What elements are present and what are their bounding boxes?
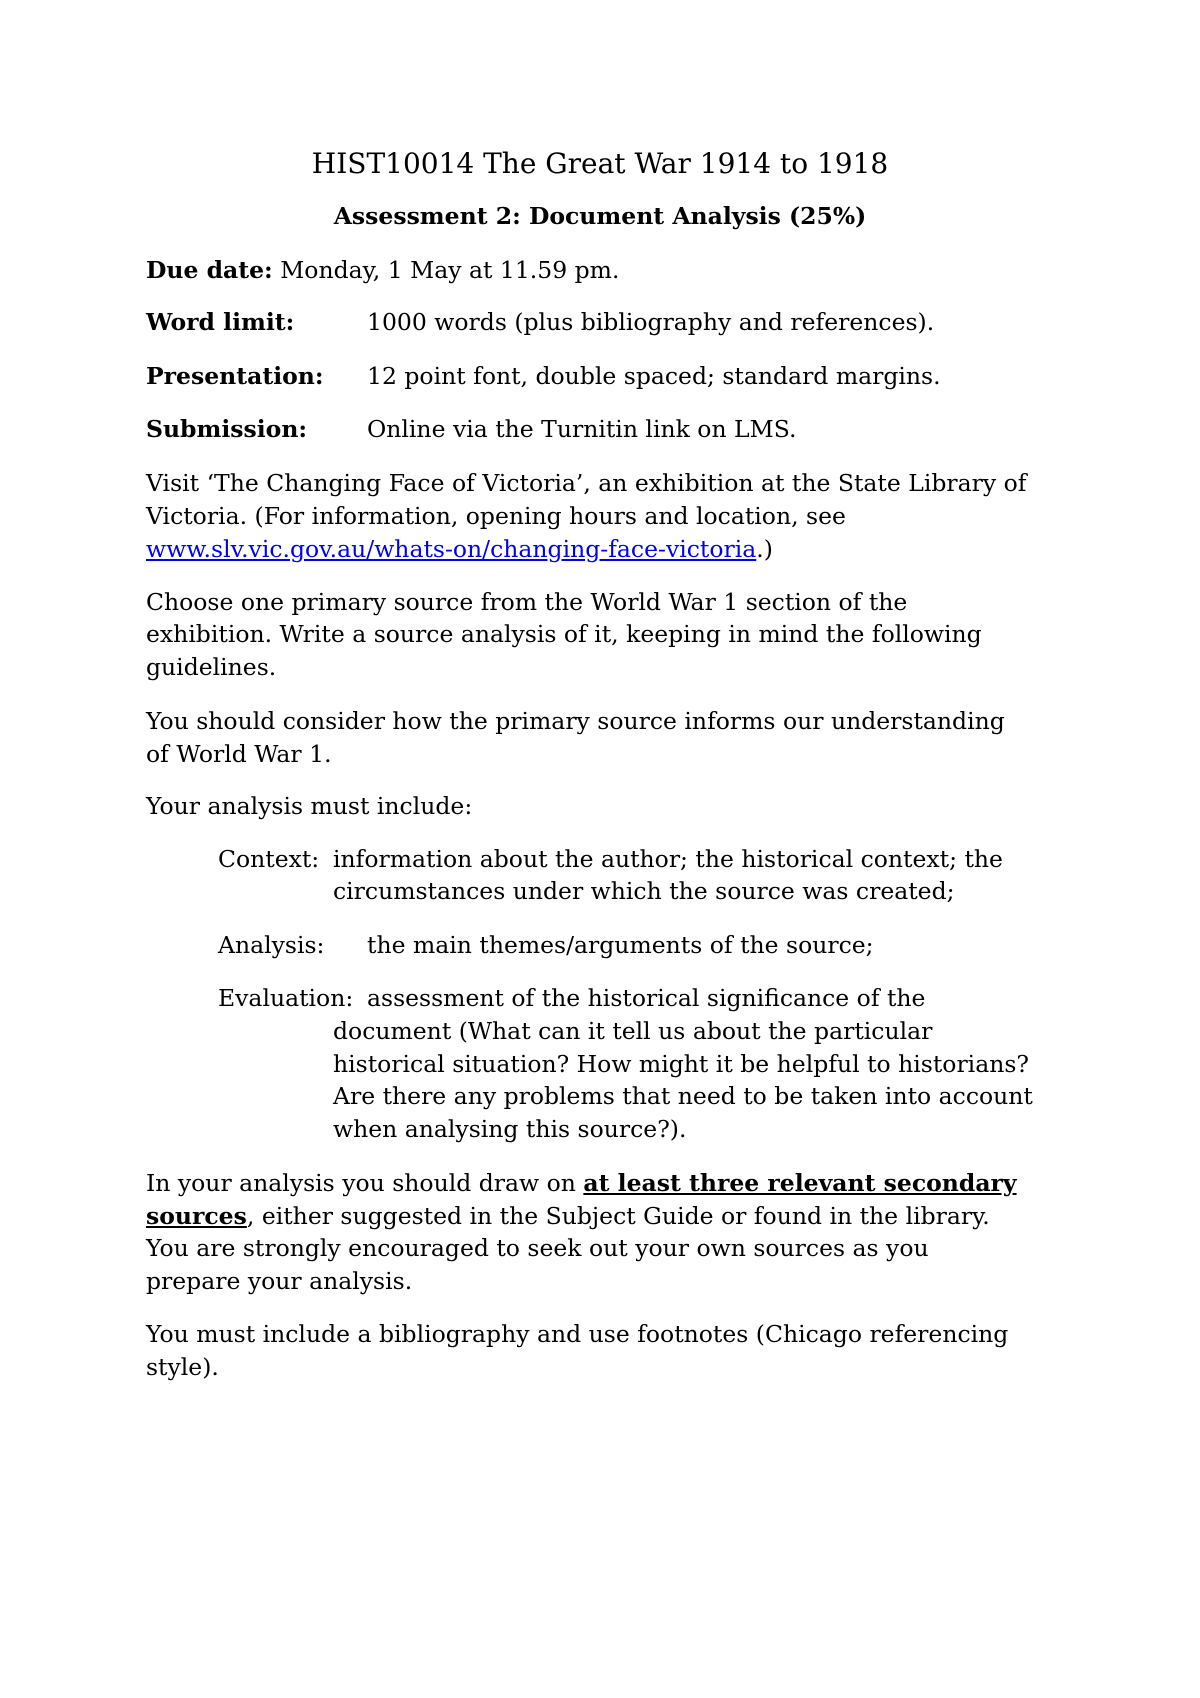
visit-line-2: Victoria. (For information, opening hours and location, see [146, 502, 846, 530]
evaluation-label: Evaluation: [218, 984, 354, 1012]
evaluation-line-1: assessment of the historical significance of the [367, 984, 926, 1012]
due-date-row [146, 254, 619, 287]
context-line-1: information about the author; the historical context; the [333, 845, 1003, 873]
exhibition-link[interactable]: www.slv.vic.gov.au/whats-on/changing-face-victoria [146, 535, 757, 563]
document-subtitle: Assessment 2: Document Analysis (25%) [333, 202, 867, 230]
consider-line-2: of World War 1. [146, 740, 332, 768]
secondary-line-2-rest: , either suggested in the Subject Guide or found in the library. [246, 1202, 990, 1230]
visit-line-3 [146, 533, 773, 566]
consider-line-1: You should consider how the primary source informs our understanding [146, 707, 1005, 735]
secondary-line-3: You are strongly encouraged to seek out your own sources as you [146, 1234, 929, 1262]
submission-value: Online via the Turnitin link on LMS. [367, 415, 797, 443]
presentation-label: Presentation: [146, 362, 324, 390]
bibliography-line-2: style). [146, 1353, 219, 1381]
context-label: Context: [218, 845, 320, 873]
context-line-2: circumstances under which the source was created; [333, 877, 955, 905]
due-date-label: Due date: [146, 256, 273, 284]
secondary-line-1 [146, 1167, 1017, 1200]
evaluation-line-5: when analysing this source?). [333, 1115, 687, 1143]
evaluation-line-2: document (What can it tell us about the particular [333, 1017, 933, 1045]
word-limit-label: Word limit: [146, 308, 295, 336]
word-limit-value: 1000 words (plus bibliography and references). [367, 308, 935, 336]
due-date-value: Monday, 1 May at 11.59 pm. [280, 256, 620, 284]
secondary-prefix: In your analysis you should draw on [146, 1169, 584, 1197]
secondary-emphasis-2: sources [146, 1202, 247, 1230]
must-include-text: Your analysis must include: [146, 792, 473, 820]
presentation-value: 12 point font, double spaced; standard margins. [367, 362, 941, 390]
choose-line-3: guidelines. [146, 653, 277, 681]
secondary-line-2 [146, 1200, 990, 1233]
analysis-line-1: the main themes/arguments of the source; [367, 931, 874, 959]
visit-link-suffix: .) [756, 535, 773, 563]
bibliography-line-1: You must include a bibliography and use footnotes (Chicago referencing [146, 1320, 1009, 1348]
analysis-label: Analysis: [218, 931, 325, 959]
submission-label: Submission: [146, 415, 308, 443]
visit-line-1: Visit ‘The Changing Face of Victoria’, an exhibition at the State Library of [146, 469, 1027, 497]
choose-line-1: Choose one primary source from the World War 1 section of the [146, 588, 908, 616]
secondary-line-4: prepare your analysis. [146, 1267, 413, 1295]
choose-line-2: exhibition. Write a source analysis of it, keeping in mind the following [146, 620, 982, 648]
evaluation-line-4: Are there any problems that need to be taken into account [333, 1082, 1033, 1110]
evaluation-line-3: historical situation? How might it be helpful to historians? [333, 1050, 1029, 1078]
secondary-emphasis-1: at least three relevant secondary [583, 1169, 1017, 1197]
document-title: HIST10014 The Great War 1914 to 1918 [311, 147, 889, 180]
